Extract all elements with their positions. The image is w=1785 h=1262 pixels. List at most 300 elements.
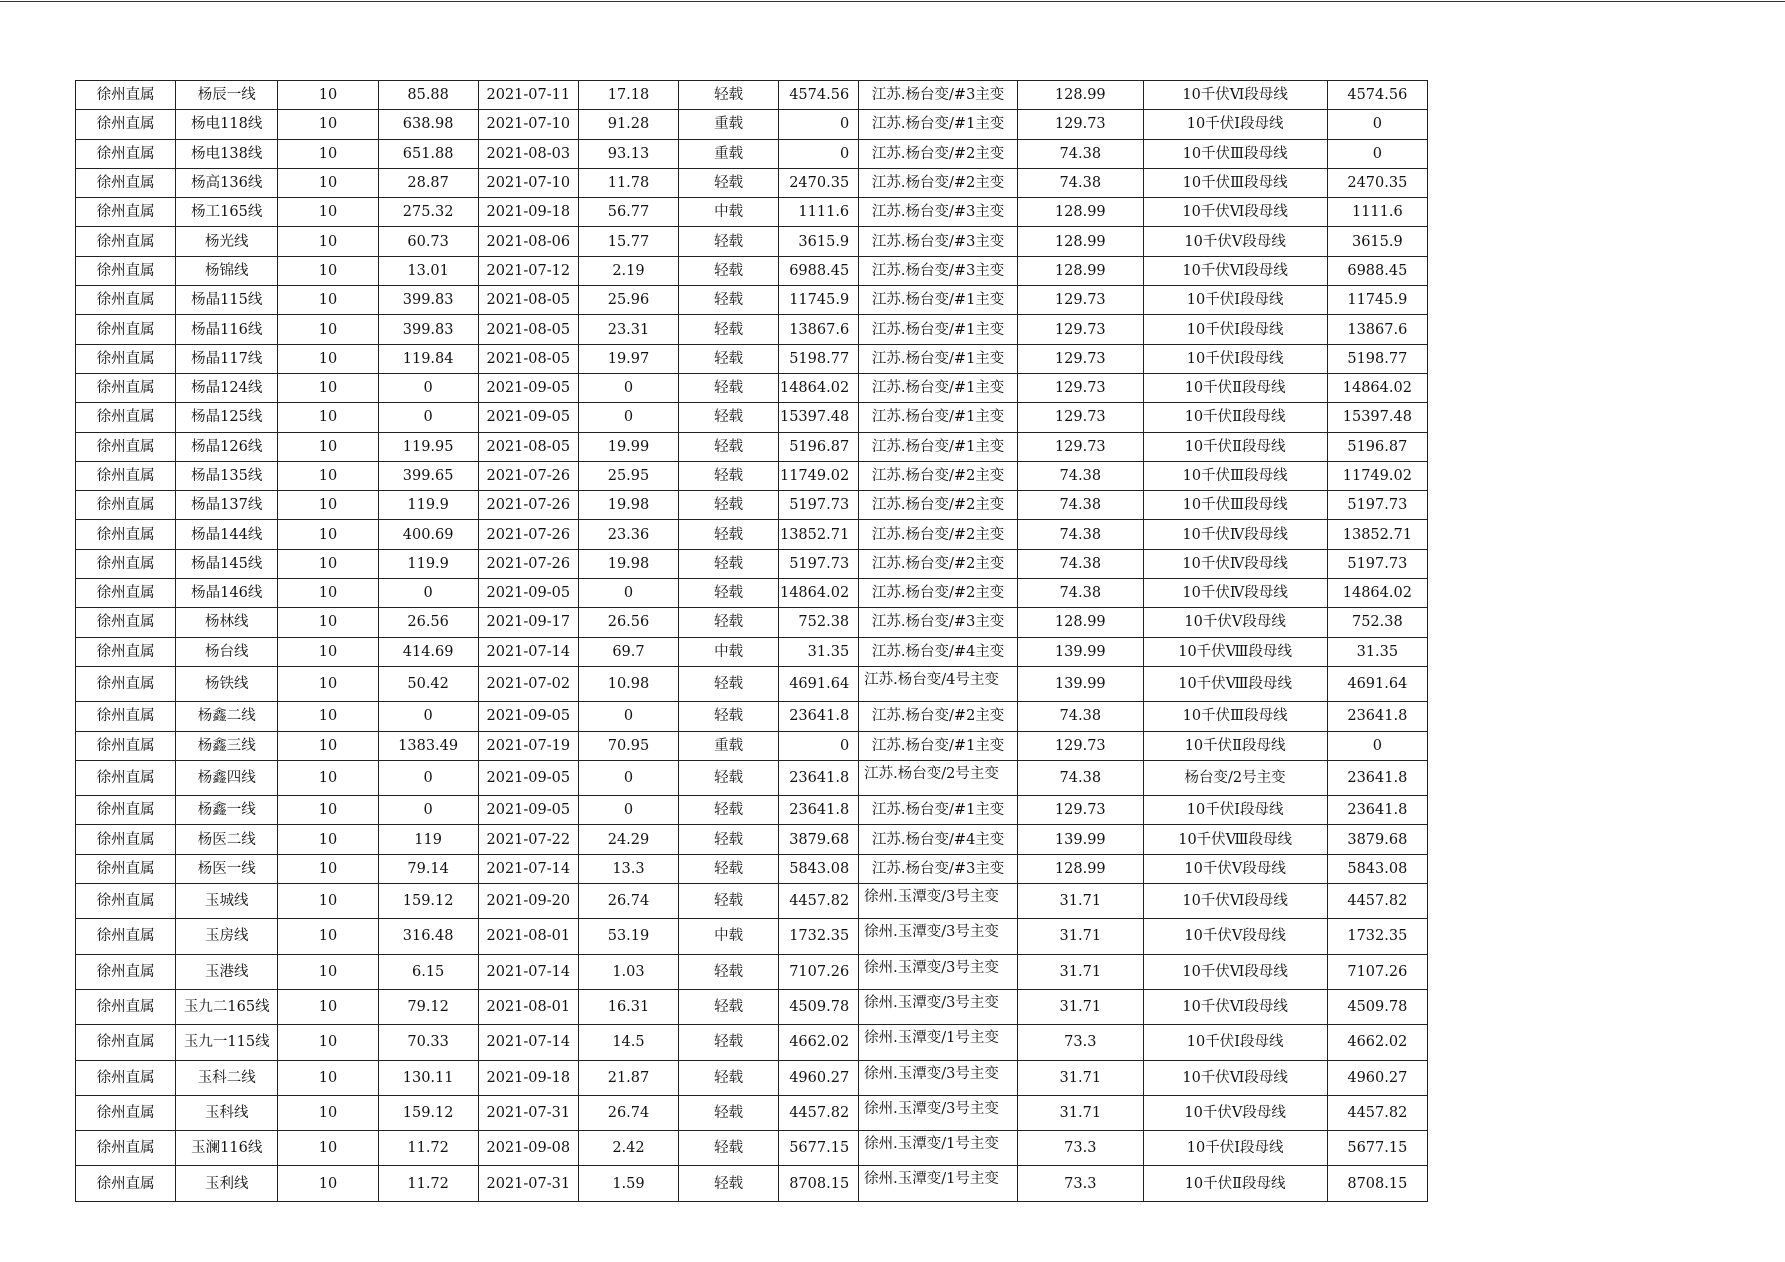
cell-bus: 10千伏Ⅰ段母线 (1143, 286, 1327, 315)
cell-max-current: 159.12 (378, 1095, 478, 1130)
cell-transformer-capacity: 74.38 (1018, 760, 1143, 795)
cell-transformer-capacity: 128.99 (1018, 854, 1143, 883)
table-row (76, 919, 1428, 954)
cell-load-level: 轻载 (679, 549, 779, 578)
cell-bus: 10千伏Ⅳ段母线 (1143, 520, 1327, 549)
cell-voltage: 10 (278, 549, 378, 578)
cell-date: 2021-07-22 (478, 825, 578, 854)
table-row (76, 256, 1428, 285)
cell-substation: 江苏.杨台变/#1主变 (859, 315, 1018, 344)
cell-line: 杨晶124线 (176, 373, 278, 402)
cell-transformer-capacity: 129.73 (1018, 373, 1143, 402)
cell-unit: 徐州直属 (76, 403, 176, 432)
cell-load-rate: 24.29 (578, 825, 678, 854)
cell-load-level: 轻载 (679, 854, 779, 883)
cell-load-level: 轻载 (679, 432, 779, 461)
table-row (76, 344, 1428, 373)
cell-max-current: 651.88 (378, 139, 478, 168)
cell-voltage: 10 (278, 702, 378, 731)
cell-max-current: 159.12 (378, 884, 478, 919)
cell-date: 2021-09-20 (478, 884, 578, 919)
cell-unit: 徐州直属 (76, 139, 176, 168)
cell-available-capacity: 11745.9 (779, 286, 859, 315)
cell-load-level: 轻载 (679, 491, 779, 520)
cell-line: 玉利线 (176, 1166, 278, 1201)
cell-max-current: 400.69 (378, 520, 478, 549)
cell-unit: 徐州直属 (76, 461, 176, 490)
cell-transformer-capacity: 129.73 (1018, 344, 1143, 373)
cell-available-capacity: 14864.02 (779, 579, 859, 608)
cell-date: 2021-09-05 (478, 373, 578, 402)
cell-voltage: 10 (278, 344, 378, 373)
cell-bus-available: 1732.35 (1327, 919, 1427, 954)
cell-load-level: 重载 (679, 110, 779, 139)
cell-date: 2021-07-19 (478, 731, 578, 760)
cell-voltage: 10 (278, 1166, 378, 1201)
cell-voltage: 10 (278, 579, 378, 608)
cell-bus: 10千伏Ⅷ段母线 (1143, 666, 1327, 701)
cell-max-current: 316.48 (378, 919, 478, 954)
cell-voltage: 10 (278, 520, 378, 549)
cell-bus: 10千伏Ⅳ段母线 (1143, 579, 1327, 608)
page-top-rule (0, 1, 1785, 2)
cell-bus-available: 5677.15 (1327, 1131, 1427, 1166)
cell-voltage: 10 (278, 796, 378, 825)
cell-max-current: 119.84 (378, 344, 478, 373)
cell-date: 2021-08-03 (478, 139, 578, 168)
cell-line: 玉港线 (176, 954, 278, 989)
cell-load-level: 轻载 (679, 344, 779, 373)
cell-load-rate: 25.96 (578, 286, 678, 315)
cell-bus: 10千伏Ⅰ段母线 (1143, 1025, 1327, 1060)
cell-date: 2021-07-10 (478, 110, 578, 139)
cell-date: 2021-09-05 (478, 579, 578, 608)
cell-voltage: 10 (278, 1060, 378, 1095)
cell-available-capacity: 4662.02 (779, 1025, 859, 1060)
cell-substation: 徐州.玉潭变/3号主变 (859, 1060, 1018, 1095)
cell-available-capacity: 4960.27 (779, 1060, 859, 1095)
cell-load-rate: 10.98 (578, 666, 678, 701)
cell-bus: 10千伏Ⅵ段母线 (1143, 81, 1327, 110)
cell-voltage: 10 (278, 81, 378, 110)
table-row (76, 1131, 1428, 1166)
cell-substation: 江苏.杨台变/#1主变 (859, 373, 1018, 402)
cell-voltage: 10 (278, 919, 378, 954)
cell-max-current: 130.11 (378, 1060, 478, 1095)
cell-substation: 江苏.杨台变/#3主变 (859, 256, 1018, 285)
cell-line: 玉九二165线 (176, 989, 278, 1024)
cell-transformer-capacity: 74.38 (1018, 168, 1143, 197)
cell-load-rate: 15.77 (578, 227, 678, 256)
cell-transformer-capacity: 31.71 (1018, 954, 1143, 989)
cell-transformer-capacity: 128.99 (1018, 198, 1143, 227)
cell-load-rate: 53.19 (578, 919, 678, 954)
cell-voltage: 10 (278, 198, 378, 227)
cell-transformer-capacity: 129.73 (1018, 315, 1143, 344)
cell-bus-available: 4662.02 (1327, 1025, 1427, 1060)
cell-transformer-capacity: 31.71 (1018, 1060, 1143, 1095)
table-row (76, 110, 1428, 139)
cell-substation: 徐州.玉潭变/3号主变 (859, 989, 1018, 1024)
cell-voltage: 10 (278, 884, 378, 919)
cell-load-rate: 14.5 (578, 1025, 678, 1060)
feeder-load-table (75, 80, 1428, 1202)
cell-unit: 徐州直属 (76, 110, 176, 139)
cell-line: 杨台线 (176, 637, 278, 666)
cell-load-rate: 56.77 (578, 198, 678, 227)
cell-transformer-capacity: 139.99 (1018, 666, 1143, 701)
cell-load-level: 轻载 (679, 666, 779, 701)
cell-available-capacity: 8708.15 (779, 1166, 859, 1201)
cell-load-level: 轻载 (679, 168, 779, 197)
cell-line: 杨晶135线 (176, 461, 278, 490)
cell-available-capacity: 4457.82 (779, 884, 859, 919)
cell-load-rate: 0 (578, 373, 678, 402)
cell-line: 杨电118线 (176, 110, 278, 139)
cell-date: 2021-09-18 (478, 198, 578, 227)
table-row (76, 884, 1428, 919)
cell-substation: 徐州.玉潭变/1号主变 (859, 1166, 1018, 1201)
cell-line: 杨鑫二线 (176, 702, 278, 731)
cell-load-level: 轻载 (679, 954, 779, 989)
cell-bus: 10千伏Ⅰ段母线 (1143, 315, 1327, 344)
cell-voltage: 10 (278, 954, 378, 989)
cell-available-capacity: 4574.56 (779, 81, 859, 110)
cell-bus: 10千伏Ⅴ段母线 (1143, 854, 1327, 883)
cell-line: 杨晶146线 (176, 579, 278, 608)
cell-line: 杨晶126线 (176, 432, 278, 461)
table-row (76, 637, 1428, 666)
cell-date: 2021-09-05 (478, 403, 578, 432)
cell-max-current: 50.42 (378, 666, 478, 701)
cell-available-capacity: 4457.82 (779, 1095, 859, 1130)
cell-load-level: 轻载 (679, 227, 779, 256)
cell-line: 杨林线 (176, 608, 278, 637)
table-row (76, 1025, 1428, 1060)
cell-transformer-capacity: 129.73 (1018, 796, 1143, 825)
cell-voltage: 10 (278, 168, 378, 197)
cell-available-capacity: 0 (779, 110, 859, 139)
table-row (76, 315, 1428, 344)
cell-load-rate: 11.78 (578, 168, 678, 197)
cell-substation: 江苏.杨台变/4号主变 (859, 666, 1018, 701)
cell-line: 杨辰一线 (176, 81, 278, 110)
cell-bus-available: 11749.02 (1327, 461, 1427, 490)
cell-available-capacity: 5196.87 (779, 432, 859, 461)
cell-voltage: 10 (278, 608, 378, 637)
cell-available-capacity: 14864.02 (779, 373, 859, 402)
cell-voltage: 10 (278, 1131, 378, 1166)
cell-date: 2021-09-18 (478, 1060, 578, 1095)
cell-date: 2021-08-01 (478, 919, 578, 954)
cell-bus-available: 4457.82 (1327, 884, 1427, 919)
table-row (76, 520, 1428, 549)
cell-transformer-capacity: 31.71 (1018, 884, 1143, 919)
cell-max-current: 275.32 (378, 198, 478, 227)
cell-load-level: 中载 (679, 919, 779, 954)
cell-bus-available: 1111.6 (1327, 198, 1427, 227)
cell-bus: 杨台变/2号主变 (1143, 760, 1327, 795)
cell-load-rate: 23.36 (578, 520, 678, 549)
cell-unit: 徐州直属 (76, 491, 176, 520)
cell-substation: 江苏.杨台变/#2主变 (859, 461, 1018, 490)
cell-substation: 江苏.杨台变/#1主变 (859, 403, 1018, 432)
cell-date: 2021-09-05 (478, 702, 578, 731)
cell-voltage: 10 (278, 1025, 378, 1060)
cell-available-capacity: 6988.45 (779, 256, 859, 285)
cell-unit: 徐州直属 (76, 637, 176, 666)
cell-max-current: 6.15 (378, 954, 478, 989)
cell-load-level: 轻载 (679, 81, 779, 110)
cell-unit: 徐州直属 (76, 1025, 176, 1060)
cell-line: 玉房线 (176, 919, 278, 954)
cell-max-current: 60.73 (378, 227, 478, 256)
cell-transformer-capacity: 129.73 (1018, 110, 1143, 139)
cell-unit: 徐州直属 (76, 227, 176, 256)
cell-load-rate: 91.28 (578, 110, 678, 139)
cell-substation: 江苏.杨台变/#2主变 (859, 139, 1018, 168)
cell-substation: 江苏.杨台变/2号主变 (859, 760, 1018, 795)
cell-bus-available: 5843.08 (1327, 854, 1427, 883)
cell-voltage: 10 (278, 227, 378, 256)
cell-bus-available: 13867.6 (1327, 315, 1427, 344)
cell-unit: 徐州直属 (76, 81, 176, 110)
cell-unit: 徐州直属 (76, 760, 176, 795)
cell-line: 杨工165线 (176, 198, 278, 227)
cell-unit: 徐州直属 (76, 884, 176, 919)
cell-substation: 江苏.杨台变/#3主变 (859, 854, 1018, 883)
table-row (76, 168, 1428, 197)
cell-max-current: 85.88 (378, 81, 478, 110)
cell-line: 杨医一线 (176, 854, 278, 883)
cell-load-level: 轻载 (679, 1060, 779, 1095)
cell-max-current: 28.87 (378, 168, 478, 197)
cell-date: 2021-08-05 (478, 286, 578, 315)
cell-unit: 徐州直属 (76, 1131, 176, 1166)
cell-available-capacity: 7107.26 (779, 954, 859, 989)
cell-bus-available: 4574.56 (1327, 81, 1427, 110)
cell-date: 2021-07-31 (478, 1095, 578, 1130)
cell-load-level: 中载 (679, 637, 779, 666)
table-row (76, 608, 1428, 637)
cell-date: 2021-07-14 (478, 854, 578, 883)
table-row (76, 286, 1428, 315)
cell-date: 2021-09-17 (478, 608, 578, 637)
cell-bus: 10千伏Ⅵ段母线 (1143, 1060, 1327, 1095)
cell-voltage: 10 (278, 1095, 378, 1130)
cell-date: 2021-07-26 (478, 491, 578, 520)
cell-available-capacity: 31.35 (779, 637, 859, 666)
cell-load-rate: 26.74 (578, 1095, 678, 1130)
cell-transformer-capacity: 128.99 (1018, 227, 1143, 256)
cell-available-capacity: 752.38 (779, 608, 859, 637)
cell-load-level: 轻载 (679, 989, 779, 1024)
table-row (76, 702, 1428, 731)
cell-date: 2021-08-06 (478, 227, 578, 256)
cell-load-level: 重载 (679, 731, 779, 760)
cell-substation: 江苏.杨台变/#3主变 (859, 608, 1018, 637)
cell-substation: 江苏.杨台变/#2主变 (859, 579, 1018, 608)
cell-load-rate: 93.13 (578, 139, 678, 168)
cell-transformer-capacity: 74.38 (1018, 579, 1143, 608)
cell-available-capacity: 23641.8 (779, 796, 859, 825)
cell-date: 2021-07-26 (478, 461, 578, 490)
cell-load-level: 轻载 (679, 1095, 779, 1130)
cell-date: 2021-08-05 (478, 344, 578, 373)
cell-bus-available: 4960.27 (1327, 1060, 1427, 1095)
cell-load-level: 轻载 (679, 403, 779, 432)
cell-max-current: 0 (378, 579, 478, 608)
cell-available-capacity: 5197.73 (779, 549, 859, 578)
cell-substation: 江苏.杨台变/#1主变 (859, 731, 1018, 760)
cell-substation: 江苏.杨台变/#1主变 (859, 344, 1018, 373)
cell-line: 杨鑫三线 (176, 731, 278, 760)
cell-substation: 江苏.杨台变/#1主变 (859, 286, 1018, 315)
cell-unit: 徐州直属 (76, 344, 176, 373)
cell-load-rate: 0 (578, 403, 678, 432)
cell-substation: 江苏.杨台变/#2主变 (859, 702, 1018, 731)
cell-load-rate: 2.19 (578, 256, 678, 285)
cell-bus-available: 31.35 (1327, 637, 1427, 666)
cell-unit: 徐州直属 (76, 286, 176, 315)
cell-available-capacity: 15397.48 (779, 403, 859, 432)
cell-bus-available: 5198.77 (1327, 344, 1427, 373)
cell-line: 杨电138线 (176, 139, 278, 168)
cell-substation: 江苏.杨台变/#4主变 (859, 825, 1018, 854)
table-row (76, 954, 1428, 989)
cell-transformer-capacity: 129.73 (1018, 286, 1143, 315)
cell-bus-available: 11745.9 (1327, 286, 1427, 315)
cell-voltage: 10 (278, 315, 378, 344)
cell-transformer-capacity: 73.3 (1018, 1025, 1143, 1060)
cell-load-level: 轻载 (679, 373, 779, 402)
cell-load-level: 轻载 (679, 520, 779, 549)
cell-date: 2021-08-05 (478, 432, 578, 461)
cell-date: 2021-08-05 (478, 315, 578, 344)
cell-bus: 10千伏Ⅰ段母线 (1143, 1131, 1327, 1166)
cell-bus-available: 23641.8 (1327, 796, 1427, 825)
cell-voltage: 10 (278, 461, 378, 490)
cell-bus-available: 0 (1327, 731, 1427, 760)
cell-bus: 10千伏Ⅲ段母线 (1143, 139, 1327, 168)
cell-line: 杨晶137线 (176, 491, 278, 520)
cell-load-level: 重载 (679, 139, 779, 168)
table-row (76, 854, 1428, 883)
cell-transformer-capacity: 74.38 (1018, 461, 1143, 490)
cell-line: 杨锦线 (176, 256, 278, 285)
cell-bus-available: 4509.78 (1327, 989, 1427, 1024)
cell-line: 玉城线 (176, 884, 278, 919)
table-row (76, 1060, 1428, 1095)
cell-date: 2021-07-12 (478, 256, 578, 285)
cell-date: 2021-08-01 (478, 989, 578, 1024)
cell-load-level: 轻载 (679, 825, 779, 854)
cell-line: 玉澜116线 (176, 1131, 278, 1166)
cell-bus-available: 4457.82 (1327, 1095, 1427, 1130)
cell-transformer-capacity: 129.73 (1018, 432, 1143, 461)
cell-date: 2021-09-05 (478, 796, 578, 825)
cell-line: 杨晶116线 (176, 315, 278, 344)
cell-unit: 徐州直属 (76, 608, 176, 637)
cell-available-capacity: 3879.68 (779, 825, 859, 854)
cell-max-current: 399.83 (378, 315, 478, 344)
cell-load-rate: 0 (578, 702, 678, 731)
cell-load-level: 中载 (679, 198, 779, 227)
cell-voltage: 10 (278, 373, 378, 402)
table-row (76, 432, 1428, 461)
cell-bus: 10千伏Ⅳ段母线 (1143, 549, 1327, 578)
cell-transformer-capacity: 73.3 (1018, 1131, 1143, 1166)
cell-voltage: 10 (278, 989, 378, 1024)
cell-load-level: 轻载 (679, 315, 779, 344)
cell-bus: 10千伏Ⅴ段母线 (1143, 608, 1327, 637)
cell-transformer-capacity: 74.38 (1018, 491, 1143, 520)
cell-voltage: 10 (278, 256, 378, 285)
cell-date: 2021-07-26 (478, 520, 578, 549)
cell-max-current: 414.69 (378, 637, 478, 666)
cell-max-current: 79.12 (378, 989, 478, 1024)
cell-bus: 10千伏Ⅴ段母线 (1143, 1095, 1327, 1130)
cell-max-current: 1383.49 (378, 731, 478, 760)
cell-load-rate: 17.18 (578, 81, 678, 110)
cell-load-rate: 16.31 (578, 989, 678, 1024)
cell-available-capacity: 5677.15 (779, 1131, 859, 1166)
cell-unit: 徐州直属 (76, 1166, 176, 1201)
cell-transformer-capacity: 74.38 (1018, 139, 1143, 168)
cell-unit: 徐州直属 (76, 954, 176, 989)
cell-bus: 10千伏Ⅲ段母线 (1143, 491, 1327, 520)
table-row (76, 666, 1428, 701)
cell-bus: 10千伏Ⅱ段母线 (1143, 432, 1327, 461)
cell-load-rate: 26.56 (578, 608, 678, 637)
cell-line: 玉科线 (176, 1095, 278, 1130)
cell-load-rate: 26.74 (578, 884, 678, 919)
cell-bus: 10千伏Ⅱ段母线 (1143, 403, 1327, 432)
cell-available-capacity: 5198.77 (779, 344, 859, 373)
cell-bus-available: 8708.15 (1327, 1166, 1427, 1201)
cell-date: 2021-09-05 (478, 760, 578, 795)
cell-available-capacity: 5197.73 (779, 491, 859, 520)
cell-max-current: 0 (378, 373, 478, 402)
cell-unit: 徐州直属 (76, 198, 176, 227)
cell-date: 2021-07-11 (478, 81, 578, 110)
cell-load-level: 轻载 (679, 884, 779, 919)
table-row (76, 1166, 1428, 1201)
cell-load-level: 轻载 (679, 579, 779, 608)
table-row (76, 989, 1428, 1024)
cell-max-current: 119.9 (378, 549, 478, 578)
cell-substation: 徐州.玉潭变/3号主变 (859, 1095, 1018, 1130)
cell-line: 杨晶145线 (176, 549, 278, 578)
cell-available-capacity: 4509.78 (779, 989, 859, 1024)
cell-max-current: 11.72 (378, 1131, 478, 1166)
table-row (76, 796, 1428, 825)
cell-load-rate: 19.98 (578, 549, 678, 578)
cell-voltage: 10 (278, 286, 378, 315)
table-row (76, 825, 1428, 854)
cell-available-capacity: 23641.8 (779, 760, 859, 795)
cell-bus: 10千伏Ⅴ段母线 (1143, 919, 1327, 954)
cell-bus: 10千伏Ⅲ段母线 (1143, 702, 1327, 731)
cell-bus-available: 13852.71 (1327, 520, 1427, 549)
cell-transformer-capacity: 31.71 (1018, 919, 1143, 954)
cell-load-level: 轻载 (679, 286, 779, 315)
cell-bus: 10千伏Ⅵ段母线 (1143, 256, 1327, 285)
cell-max-current: 79.14 (378, 854, 478, 883)
cell-line: 杨晶117线 (176, 344, 278, 373)
table-row (76, 731, 1428, 760)
cell-unit: 徐州直属 (76, 373, 176, 402)
